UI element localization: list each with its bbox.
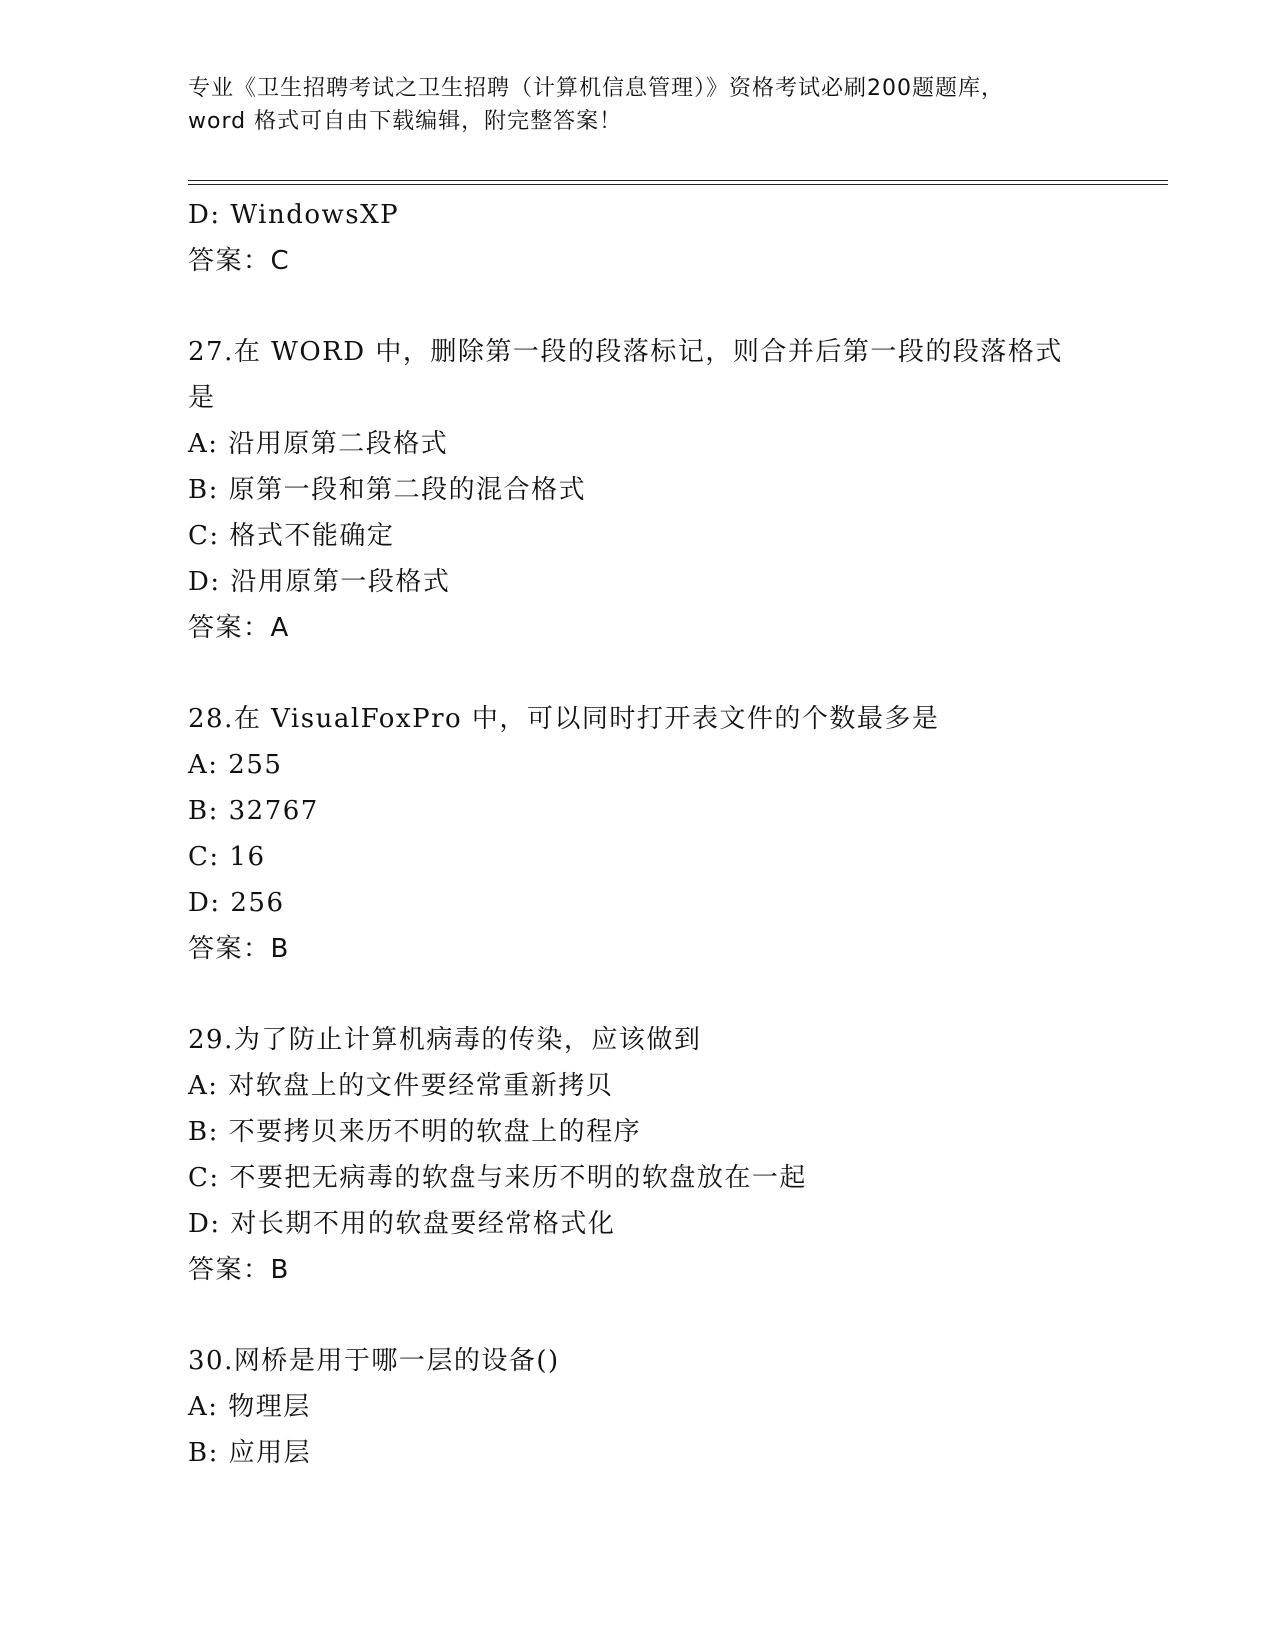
question-27 <box>188 329 1088 651</box>
question-28 <box>188 696 1088 972</box>
previous-question-tail <box>188 192 1088 284</box>
answer-line: 答案：C <box>188 246 291 276</box>
question-list <box>188 192 1088 1476</box>
option-c: C: 16 <box>188 842 266 872</box>
answer-line: 答案：A <box>188 613 290 643</box>
option-b: B: 原第一段和第二段的混合格式 <box>188 475 587 505</box>
document-header <box>188 72 1088 138</box>
answer-line: 答案：B <box>188 1255 290 1285</box>
option-d: D: 沿用原第一段格式 <box>188 567 451 597</box>
option-b: B: 应用层 <box>188 1438 312 1468</box>
header-divider-bottom <box>188 184 1168 185</box>
question-text-continued: 是 <box>188 383 216 413</box>
option-d: D: 256 <box>188 888 285 918</box>
question-text: 29.为了防止计算机病毒的传染，应该做到 <box>188 1025 702 1055</box>
option-c: C: 不要把无病毒的软盘与来历不明的软盘放在一起 <box>188 1163 807 1193</box>
header-title-line2: word 格式可自由下载编辑，附完整答案！ <box>188 109 623 134</box>
option-d: D: WindowsXP <box>188 200 400 230</box>
header-divider-top <box>188 180 1168 181</box>
question-30 <box>188 1338 1088 1476</box>
option-a: A: 255 <box>188 750 283 780</box>
header-title-line1: 专业《卫生招聘考试之卫生招聘（计算机信息管理）》资格考试必刷200题题库， <box>188 76 1004 101</box>
question-text: 30.网桥是用于哪一层的设备() <box>188 1346 560 1376</box>
answer-line: 答案：B <box>188 934 290 964</box>
question-text: 28.在 VisualFoxPro 中，可以同时打开表文件的个数最多是 <box>188 704 940 734</box>
option-d: D: 对长期不用的软盘要经常格式化 <box>188 1209 616 1239</box>
option-b: B: 32767 <box>188 796 319 826</box>
option-a: A: 对软盘上的文件要经常重新拷贝 <box>188 1071 614 1101</box>
option-c: C: 格式不能确定 <box>188 521 395 551</box>
option-a: A: 沿用原第二段格式 <box>188 429 449 459</box>
option-b: B: 不要拷贝来历不明的软盘上的程序 <box>188 1117 642 1147</box>
question-29 <box>188 1017 1088 1293</box>
question-text: 27.在 WORD 中，删除第一段的段落标记，则合并后第一段的段落格式 <box>188 337 1063 367</box>
option-a: A: 物理层 <box>188 1392 311 1422</box>
